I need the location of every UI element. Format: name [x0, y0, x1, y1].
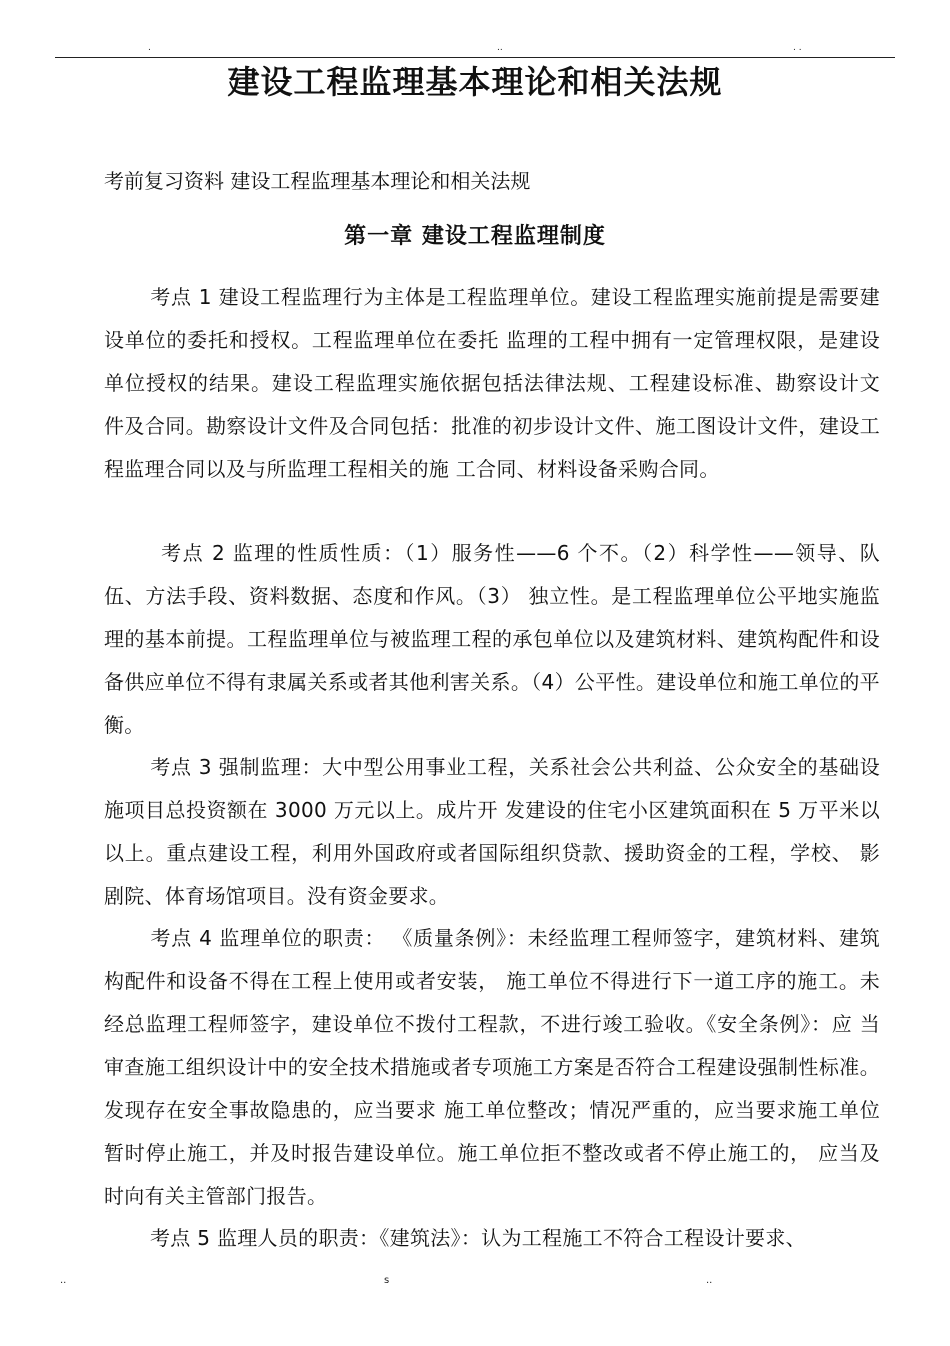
- header-mark-left: .: [148, 43, 151, 53]
- footer-mark-right: ..: [706, 1275, 713, 1286]
- footer-marks: [0, 1276, 950, 1288]
- header-marks: [0, 44, 950, 54]
- paragraph-text: 考点 3 强制监理：大中型公用事业工程，关系社会公共利益、公众安全的基础设施项目总投资额在 3000 万元以上。成片开 发建设的住宅小区建筑面积在 5 万平米以以上。重点建设工程，利用外国政府或者国际组织贷款、援助资金的工程，学校、 影剧院、体育场馆项目。没有资金要求。: [104, 755, 880, 908]
- paragraph-text: 考点 5 监理人员的职责：《建筑法》：认为工程施工不符合工程设计要求、: [150, 1226, 806, 1250]
- paragraph-text: 考点 1 建设工程监理行为主体是工程监理单位。建设工程监理实施前提是需要建设单位的委托和授权。工程监理单位在委托 监理的工程中拥有一定管理权限，是建设单位授权的结果。建设工程监理实施依据包括法律法规、工程建设标准、勘察设计文 件及合同。勘察设计文件及合同包括：批准的初步设计文件、施工图设计文件，建设工程监理合同以及与所监理工程相关的施 工合同、材料设备采购合同。: [104, 285, 880, 481]
- header-mark-center: ..: [497, 43, 503, 53]
- header-mark-right: . .: [793, 43, 802, 53]
- paragraph-exam-point-1: [104, 276, 880, 491]
- paragraph-exam-point-2: [104, 532, 880, 747]
- header-rule: [55, 57, 895, 58]
- document-title: 建设工程监理基本理论和相关法规: [227, 63, 723, 101]
- chapter-title: 第一章 建设工程监理制度: [344, 224, 606, 249]
- paragraph-exam-point-4: [104, 917, 880, 1218]
- footer-mark-left: ..: [60, 1275, 67, 1286]
- paragraph-exam-point-3: [104, 746, 880, 918]
- footer-mark-center: s: [384, 1275, 390, 1286]
- paragraph-exam-point-5: [104, 1217, 880, 1260]
- paragraph-text: 考点 2 监理的性质性质：（1）服务性——6 个不。（2）科学性——领导、队伍、方法手段、资料数据、态度和作风。（3） 独立性。是工程监理单位公平地实施监理的基本前提。工程监理单位与被监理工程的承包单位以及建筑材料、建筑构配件和设 备供应单位不得有隶属关系或者其他利害关系。（4）公平性。建设单位和施工单位的平衡。: [104, 541, 880, 737]
- document-subtitle: 考前复习资料 建设工程监理基本理论和相关法规: [104, 169, 531, 193]
- paragraph-text: 考点 4 监理单位的职责： 《质量条例》：未经监理工程师签字，建筑材料、建筑构配件和设备不得在工程上使用或者安装， 施工单位不得进行下一道工序的施工。未经总监理工程师签字，建设单位不拨付工程款，不进行竣工验收。《安全条例》：应 当审查施工组织设计中的安全技术措施或者专项施工方案是否符合工程建设强制性标准。发现存在安全事故隐患的，应当要求 施工单位整改；情况严重的，应当要求施工单位暂时停止施工，并及时报告建设单位。施工单位拒不整改或者不停止施工的， 应当及时向有关主管部门报告。: [104, 926, 880, 1208]
